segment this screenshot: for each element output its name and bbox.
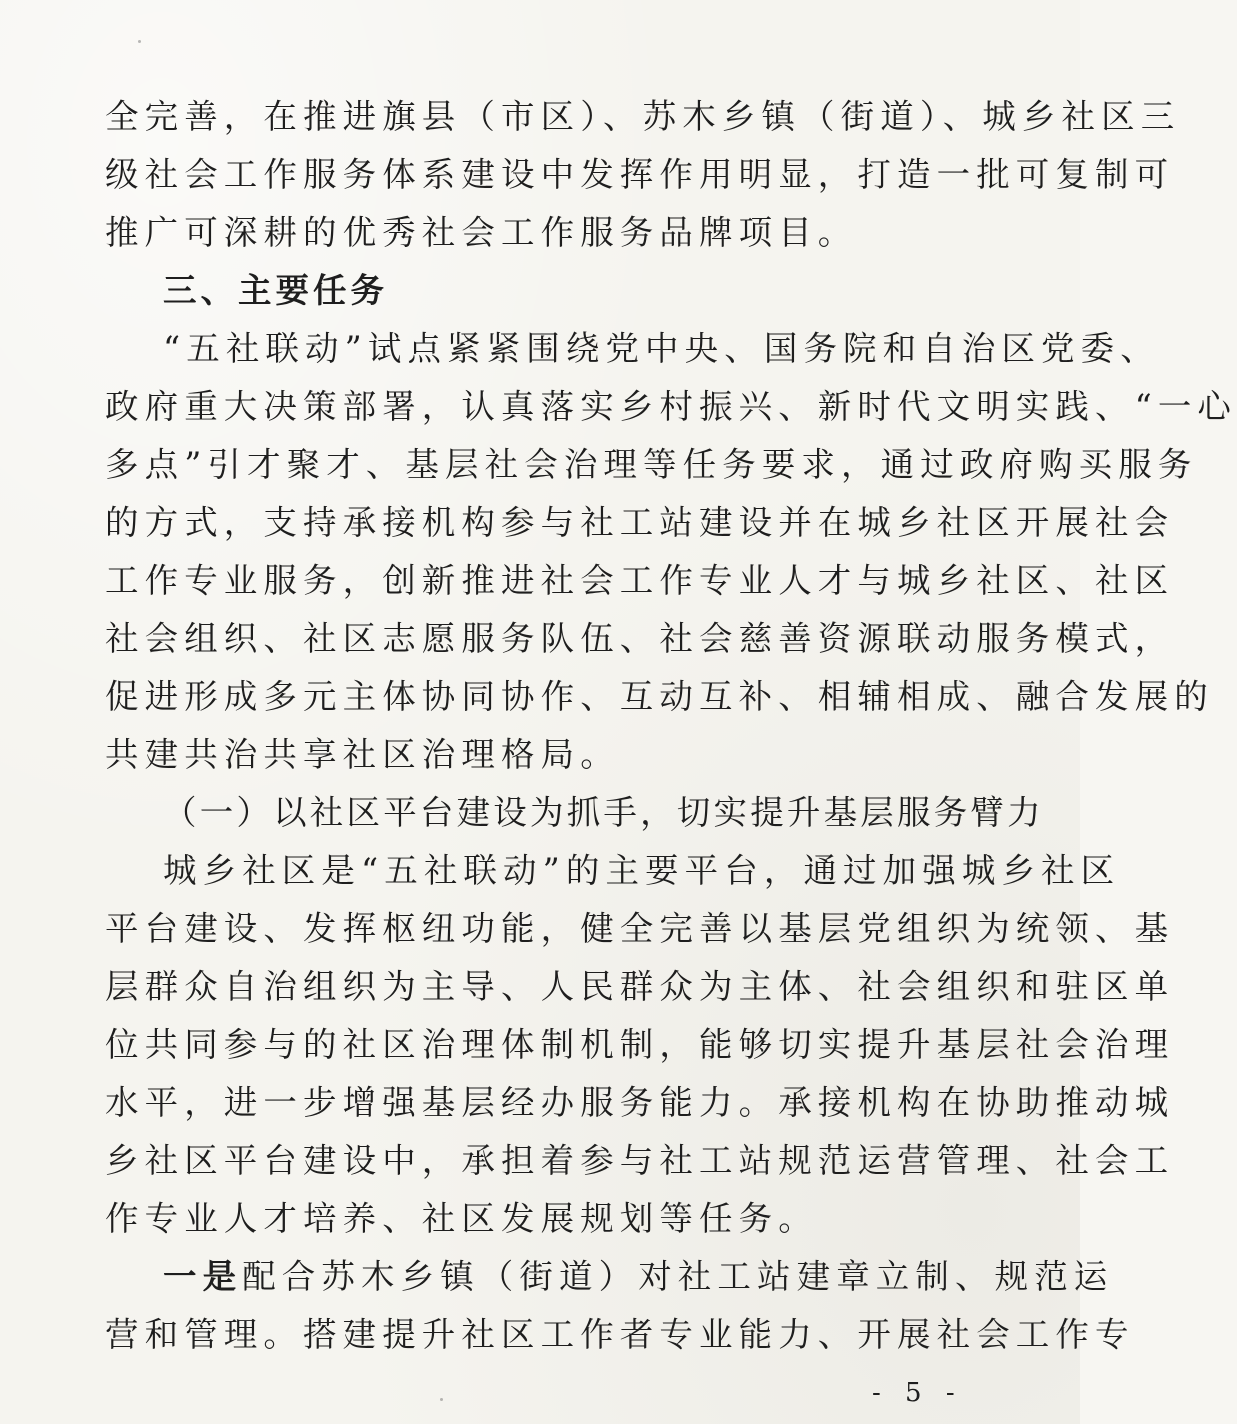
paragraph-3-line-1-text: 配合苏木乡镇（街道）对社工站建章立制、规范运 [242, 1257, 1114, 1296]
paragraph-2-line-3: 层群众自治组织为主导、人民群众为主体、社会组织和驻区单 [105, 967, 1175, 1006]
paper-speck [138, 40, 141, 43]
section-heading: 三、主要任务 [163, 271, 388, 310]
paragraph-2-line-7: 作专业人才培养、社区发展规划等任务。 [105, 1199, 818, 1238]
paragraph-1-line-8: 共建共治共享社区治理格局。 [105, 735, 620, 774]
paragraph-3-line-2: 营和管理。搭建提升社区工作者专业能力、开展社会工作专 [105, 1315, 1135, 1354]
paragraph-2-line-5: 水平，进一步增强基层经办服务能力。承接机构在协助推动城 [105, 1083, 1175, 1122]
text-line-2: 级社会工作服务体系建设中发挥作用明显，打造一批可复制可 [105, 155, 1175, 194]
paper-speck [990, 628, 993, 631]
lead-label: 一是 [163, 1257, 243, 1296]
text-line-1: 全完善，在推进旗县（市区）、苏木乡镇（街道）、城乡社区三 [105, 97, 1181, 136]
text-line-3: 推广可深耕的优秀社会工作服务品牌项目。 [105, 213, 858, 252]
page-number: - 5 - [872, 1378, 963, 1408]
paragraph-1-line-5: 工作专业服务，创新推进社会工作专业人才与城乡社区、社区 [105, 561, 1175, 600]
paragraph-2-line-4: 位共同参与的社区治理体制机制，能够切实提升基层社会治理 [105, 1025, 1175, 1064]
paragraph-1-line-2: 政府重大决策部署，认真落实乡村振兴、新时代文明实践、“一心 [105, 387, 1237, 426]
paragraph-1-line-1: “五社联动”试点紧紧围绕党中央、国务院和自治区党委、 [163, 329, 1160, 368]
paragraph-2-line-2: 平台建设、发挥枢纽功能，健全完善以基层党组织为统领、基 [105, 909, 1175, 948]
subsection-heading: （一）以社区平台建设为抓手，切实提升基层服务臂力 [163, 793, 1044, 832]
paragraph-1-line-3: 多点”引才聚才、基层社会治理等任务要求，通过政府购买服务 [105, 445, 1198, 484]
paragraph-1-line-7: 促进形成多元主体协同协作、互动互补、相辅相成、融合发展的 [105, 677, 1214, 716]
paragraph-2-line-1: 城乡社区是“五社联动”的主要平台，通过加强城乡社区 [163, 851, 1121, 890]
paragraph-1-line-6: 社会组织、社区志愿服务队伍、社会慈善资源联动服务模式， [105, 619, 1175, 658]
paper-speck [440, 1398, 443, 1401]
paragraph-1-line-4: 的方式，支持承接机构参与社工站建设并在城乡社区开展社会 [105, 503, 1175, 542]
paragraph-2-line-6: 乡社区平台建设中，承担着参与社工站规范运营管理、社会工 [105, 1141, 1175, 1180]
paragraph-3-line-1 [163, 1257, 1114, 1297]
